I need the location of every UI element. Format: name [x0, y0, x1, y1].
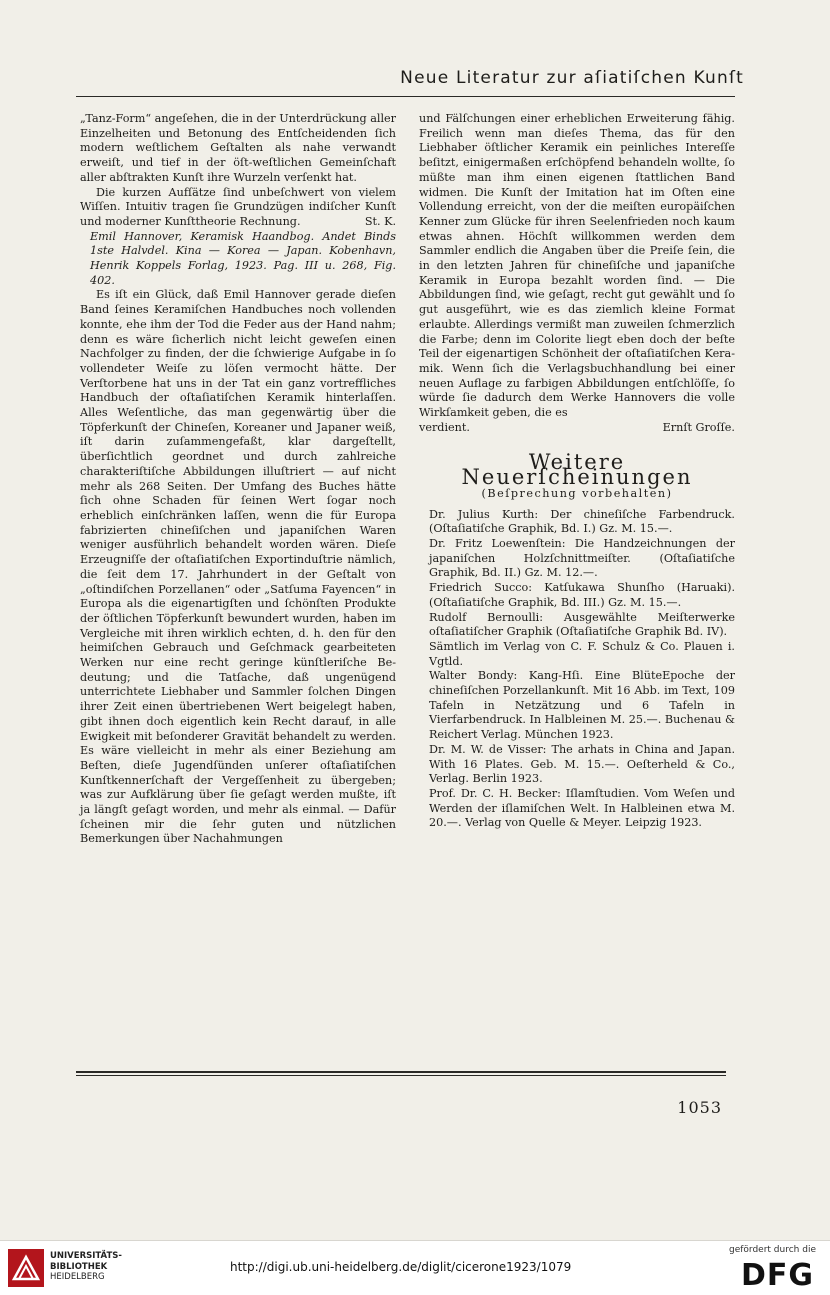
entry-visser: Dr. M. W. de Visser: The arhats in China and Japan. With 16 Plates. Geb. M. 15.—. Oeſterheld & Co., Verlag. Berlin 1923. [429, 742, 735, 786]
running-head: Neue Literatur zur aſiatiſchen Kunſt [400, 68, 744, 88]
library-line-3: HEIDELBERG [50, 1272, 105, 1282]
library-line-2: BIBLIOTHEK [50, 1261, 108, 1272]
entry-becker: Prof. Dr. C. H. Becker: Iſlamſtudien. Vom Weſen und Werden der iſlamiſchen Welt. In Halbleinen etwa M. 20.—. Verlag von Quelle & Meyer. Leipzig 1923. [429, 786, 735, 830]
citation-hannover: Emil Hannover, Keramisk Haandbog. Andet Binds 1ste Halvdel. Kina — Korea — Japan. Kobenhavn, Henrik Koppels Forlag, 1923. Pag. III u. 268, Fig. 402. [90, 229, 396, 287]
last-word: verdient. [419, 420, 470, 434]
permalink-url[interactable]: http://digi.ub.uni-heidelberg.de/diglit/cicerone1923/1079 [230, 1260, 572, 1274]
library-line-1: UNIVERSITÄTS- [50, 1251, 122, 1261]
library-logo-icon[interactable] [8, 1249, 44, 1287]
signature-row [419, 421, 735, 436]
header-rule [76, 96, 735, 97]
entry-succo: Friedrich Succo: Katſukawa Shunſho (Haruaki). (Oſtaſiatiſche Graphik, Bd. III.) Gz. M. 15.—. [429, 581, 735, 609]
entry-bondy: Walter Bondy: Kang-Hſi. Eine BlüteEpoche der chineſiſchen Porzellankunſt. Mit 16 Abb. im Text, 109 Tafeln in Netzätzung und 6 Tafeln in Vierfarbendruck. In Halbleinen M. 25.—. Buchenau & Reichert Verlag. München 1923. [429, 669, 735, 742]
entry-kurth: Dr. Julius Kurth: Der chineſiſche Farbendruck. (Oſtaſiatiſche Graphik, Bd. I.) Gz. M. 15.—. [429, 507, 735, 536]
left-column [80, 112, 396, 847]
entry-bernoulli: Rudolf Bernoulli: Ausgewählte Meiſterwerke oſtaſiatiſcher Graphik (Oſtaſiatiſche Graphik Bd. IV). [429, 610, 735, 639]
right-column [419, 112, 735, 831]
funding-note: gefördert durch die [729, 1245, 816, 1255]
signature-grosse: Ernſt Groſſe. [662, 420, 735, 434]
footer-bar [0, 1240, 830, 1295]
page-number: 1053 [677, 1098, 722, 1117]
library-name [50, 1251, 122, 1283]
bottom-rule-thin [76, 1075, 726, 1076]
entry-publisher-note: Sämtlich im Verlag von C. F. Schulz & Co. Plauen i. Vgtld. [429, 639, 735, 668]
signature-stk: St. K. [364, 214, 396, 228]
bottom-rule [76, 1071, 726, 1073]
paragraph-2-wrap [80, 186, 396, 230]
paragraph-1: „Tanz-Form“ angeſehen, die in der Unterdrückung aller Einzelheiten und Betonung des Entſcheidenden ſich modern weſtlichem Geſtalten als nahe verwandt erweiſt, und tief in der öſt-weſtlichen Gemeinſchaft aller abſtrakten Kunſt ihre Wurzeln verſenkt hat. [80, 112, 396, 184]
paragraph-continued-text: und Fälſchungen einer erheblichen Erweiterung fähig. Freilich wenn man dieſes Thema, das für den Liebhaber öſtlicher Keramik ein peinliches Intereſſe beſitzt, einigermaßen erſchöpfend behandeln wollte, ſo müßte man ihm einen eigenen ſtattlichen Band widmen. Die Kunſt der Imitation hat im Oſten eine Vollendung erreicht, von der die meiſten europäiſchen Kenner zum Glücke für ihren Seelenfrieden noch kaum etwas ahnen. Höchſt willkommen werden dem Sammler endlich die Angaben über die Preiſe ſein, die in den letzten Jahren für chineſiſche und japaniſche Keramik in Europa bezahlt worden ſind. — Die Abbildungen ſind, wie geſagt, recht gut gewählt und ſo gut ausgeführt, wie es das ziemlich kleine Format erlaubte. Allerdings vermißt man zuweilen ſchmerzlich die Farbe; denn im Colorite liegt eben doch der beſte Teil der eigenartigen Schönheit der oſtaſiatiſchen Keramik. Wenn ſich die Verlagsbuchhandlung bei einer neuen Auflage zu farbigen Abbildungen entſchlöſſe, ſo würde ſie dadurch dem Werke Hannovers die volle Wirkſamkeit geben, die es [419, 112, 735, 420]
section-title: Weitere Neuerſcheinungen [461, 450, 693, 490]
paragraph-2 [80, 186, 396, 230]
section-subtitle: (Beſprechung vorbehalten) [481, 486, 673, 500]
dfg-logo[interactable]: DFG [740, 1258, 814, 1293]
paragraph-2-text: Die kurzen Aufſätze ſind unbeſchwert von vielem Wiſſen. Intuitiv tragen ſie Grundzügen indiſcher Kunſt und moderner Kunſttheorie Rechnung. [80, 185, 396, 228]
paragraph-3: Es iſt ein Glück, daß Emil Hannover gerade dieſen Band ſeines Keramiſchen Handbuches noch vollenden konnte, ehe ihm der Tod die Feder aus der Hand nahm; denn es wäre ſicherlich nicht leicht geweſen einen Nachfolger zu finden, der die ſchwierige Aufgabe in ſo vollendeter Weiſe zu löſen vermocht hätte. Der Verſtorbene hat uns in der Tat ein ganz vortreffliches Handbuch der oſtaſiatiſchen Keramik hinterlaſſen. Alles Weſentliche, das man gegenwärtig über die Töpferkunſt der Chineſen, Koreaner und Japaner weiß, iſt darin zuſammengefaßt, klar dargeſtellt, überſichtlich geordnet und durch zahlreiche charakteriſtiſche Abbildungen illuſtriert — auf nicht mehr als 268 Seiten. Der Umfang des Buches hätte ſich ohne Schaden für ſeinen Wert ſogar noch erheblich einſchränken laſſen, wenn die für Europa fabrizierten chineſiſchen und japaniſchen Waren weniger ausführlich behandelt worden wären. Dieſe Erzeugniſſe der oſtaſiatiſchen Exportinduſtrie nämlich, die ſeit dem 17. Jahrhundert in der Geſtalt von „oſtindiſchen Porzellanen“ oder „Satſuma Fayencen“ in Europa als die eigenartigſten und ſchönſten Produkte der öſtlichen Töpferkunſt bewundert wurden, haben im Vergleiche mit ihren wirklich echten, d. h. den für den heimiſchen Gebrauch und Geſchmack gearbeiteten Werken nur eine recht geringe künſtleriſche Bedeutung; und die Tatſache, daß ungenügend unterrichtete Liebhaber und Sammler ſolchen Dingen ihrer Zeit einen übertriebenen Wert beigelegt haben, gibt ihnen doch eigentlich kein Recht darauf, in alle Ewigkeit mit beſonderer Gravität behandelt zu werden. Es wäre vielleicht in mehr als einer Beziehung am Beſten, dieſe Jugendſünden unſerer oſtaſiatiſchen Kunſtkennerſchaft der Vergeſſenheit zu übergeben; was zur Aufklärung über ſie geſagt werden mußte, iſt ja längſt geſagt worden, und mehr als einmal. — Dafür ſcheinen mir die ſehr guten und nützlichen Bemerkungen über Nachahmungen [80, 288, 396, 846]
entry-loewenstein: Dr. Fritz Loewenſtein: Die Handzeichnungen der japaniſchen Holzſchnittmeiſter. (Oſtaſiatiſche Graphik, Bd. II.) Gz. M. 12.—. [429, 536, 735, 580]
paragraph-continued [419, 112, 735, 421]
